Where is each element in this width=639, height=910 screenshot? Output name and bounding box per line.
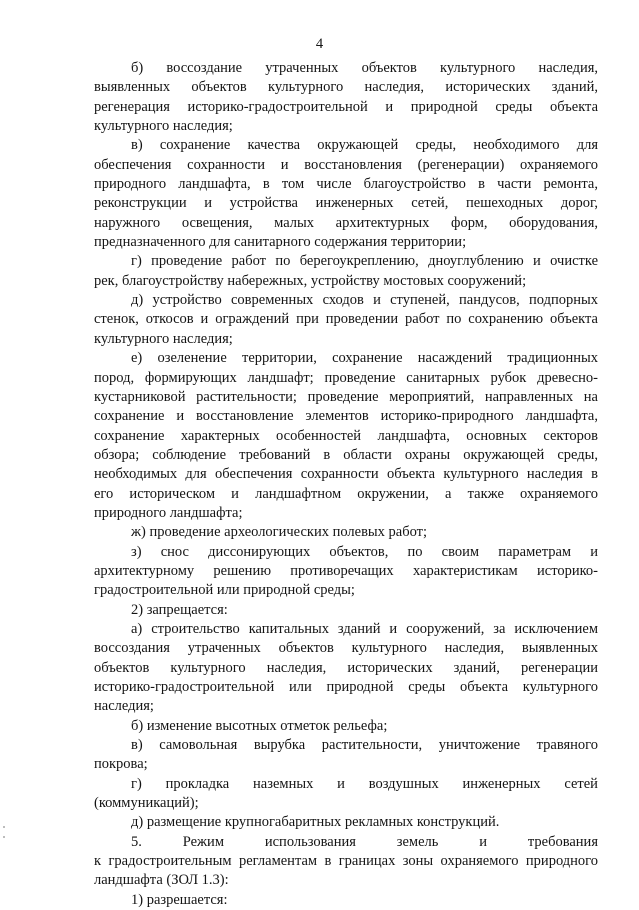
text-line: з) снос диссонирующих объектов, по своим параметрам и — [131, 543, 598, 560]
paragraph-allowed-heading — [94, 891, 598, 910]
text-line: выявленных объектов культурного наследия, исторических зданий, — [94, 79, 598, 96]
word: требования — [527, 833, 598, 850]
text-line: в) сохранение качества окружающей среды, необходимого для — [131, 137, 598, 154]
word: инженерных — [462, 775, 541, 792]
text-line: градостроительной или природной среды; — [94, 582, 355, 599]
text-line: регенерация историко-градостроительной и природной среды объекта — [94, 98, 598, 115]
text-line — [94, 833, 598, 852]
text-line: г) проведение работ по берегоукреплению, дноуглублению и очистке — [131, 253, 598, 270]
page-number: 4 — [315, 36, 324, 52]
word: 5. — [131, 833, 142, 850]
text-line: обзора; соблюдение требований в области охраны окружающей среды, — [94, 446, 598, 463]
paragraph-d-advertising — [94, 813, 598, 832]
text-line: к градостроительным регламентам в границах зоны охраняемого природного — [94, 853, 598, 870]
word: воздушных — [368, 775, 439, 792]
text-line — [94, 775, 598, 794]
text-line: б) изменение высотных отметок рельефа; — [131, 717, 388, 734]
text-line: 2) запрещается: — [131, 601, 228, 618]
paragraph-d-stairs — [94, 291, 598, 349]
text-line: культурного наследия; — [94, 330, 233, 347]
text-line: (коммуникаций); — [94, 795, 199, 812]
paragraph-g-shore — [94, 252, 598, 291]
word: Режим — [182, 833, 224, 850]
text-line: пород, формирующих ландшафт; проведение санитарных рубок древесно- — [94, 369, 598, 386]
text-line: е) озеленение территории, сохранение насаждений традиционных — [131, 350, 598, 367]
word: земель — [396, 833, 439, 850]
text-line: в) самовольная вырубка растительности, уничтожение травяного — [131, 737, 598, 754]
word: г) — [131, 775, 142, 792]
scan-speck — [3, 826, 5, 828]
text-line: архитектурному решению противоречащих характеристикам историко- — [94, 562, 598, 579]
text-line: сохранение характерных особенностей ландшафта, основных секторов — [94, 427, 598, 444]
text-line: ж) проведение археологических полевых работ; — [131, 524, 428, 541]
scan-speck — [3, 836, 5, 838]
paragraph-b-relief — [94, 717, 598, 736]
text-line: предназначенного для санитарного содержания территории; — [94, 234, 467, 251]
document-body — [94, 59, 598, 910]
paragraph-prohibited-heading — [94, 601, 598, 620]
text-line: б) воссоздание утраченных объектов культурного наследия, — [131, 60, 598, 76]
text-line: реконструкции и устройства инженерных сетей, пешеходных дорог, — [94, 195, 598, 212]
text-line: покрова; — [94, 756, 148, 773]
text-line: воссоздания утраченных объектов культурного наследия, выявленных — [94, 640, 598, 657]
paragraph-z-demolition — [94, 543, 598, 601]
text-line: историко-градостроительной или природной среды объекта культурного — [94, 679, 598, 695]
text-line: ландшафта (ЗОЛ 1.3): — [94, 872, 229, 889]
paragraph-zh-archaeology — [94, 523, 598, 542]
text-line: необходимых для обеспечения сохранности объекта культурного наследия в — [94, 466, 598, 483]
word: и — [337, 775, 345, 792]
paragraph-g-networks — [94, 775, 598, 814]
text-line: стенок, откосов и ограждений при проведении работ по сохранению объекта — [94, 311, 598, 328]
text-line: сохранение и восстановление элементов историко-природного ландшафта, — [94, 408, 598, 425]
word: использования — [264, 833, 356, 850]
word: сетей — [564, 775, 598, 792]
paragraph-v-cutting — [94, 736, 598, 775]
text-line: его историческом и ландшафтном окружении, а также охраняемого — [94, 485, 598, 502]
paragraph-b-reconstruction — [94, 59, 598, 136]
paragraph-e-greening — [94, 349, 598, 523]
paragraph-a-construction — [94, 620, 598, 717]
text-line: природного ландшафта; — [94, 504, 243, 521]
text-line: природного ландшафта, в том числе благоустройство в части ремонта, — [94, 176, 598, 193]
text-line: рек, благоустройству набережных, устройству мостовых сооружений; — [94, 272, 527, 289]
text-line: 1) разрешается: — [131, 891, 228, 908]
text-line: д) размещение крупногабаритных рекламных конструкций. — [131, 814, 500, 831]
paragraph-5-regime — [94, 833, 598, 891]
text-line: культурного наследия; — [94, 118, 233, 135]
text-line: кустарниковой растительности; проведение мероприятий, направленных на — [94, 388, 598, 405]
text-line: д) устройство современных сходов и ступеней, пандусов, подпорных — [131, 292, 598, 309]
text-line: наследия; — [94, 698, 154, 715]
word: наземных — [253, 775, 314, 792]
text-line: а) строительство капитальных зданий и сооружений, за исключением — [131, 620, 598, 637]
word: и — [479, 833, 488, 850]
text-line: объектов культурного наследия, исторических зданий, регенерации — [94, 659, 598, 676]
word: прокладка — [165, 775, 230, 792]
text-line: наружного освещения, малых архитектурных форм, оборудования, — [94, 214, 598, 231]
text-line: обеспечения сохранности и восстановления (регенерации) охраняемого — [94, 156, 598, 173]
paragraph-v-environment — [94, 136, 598, 252]
